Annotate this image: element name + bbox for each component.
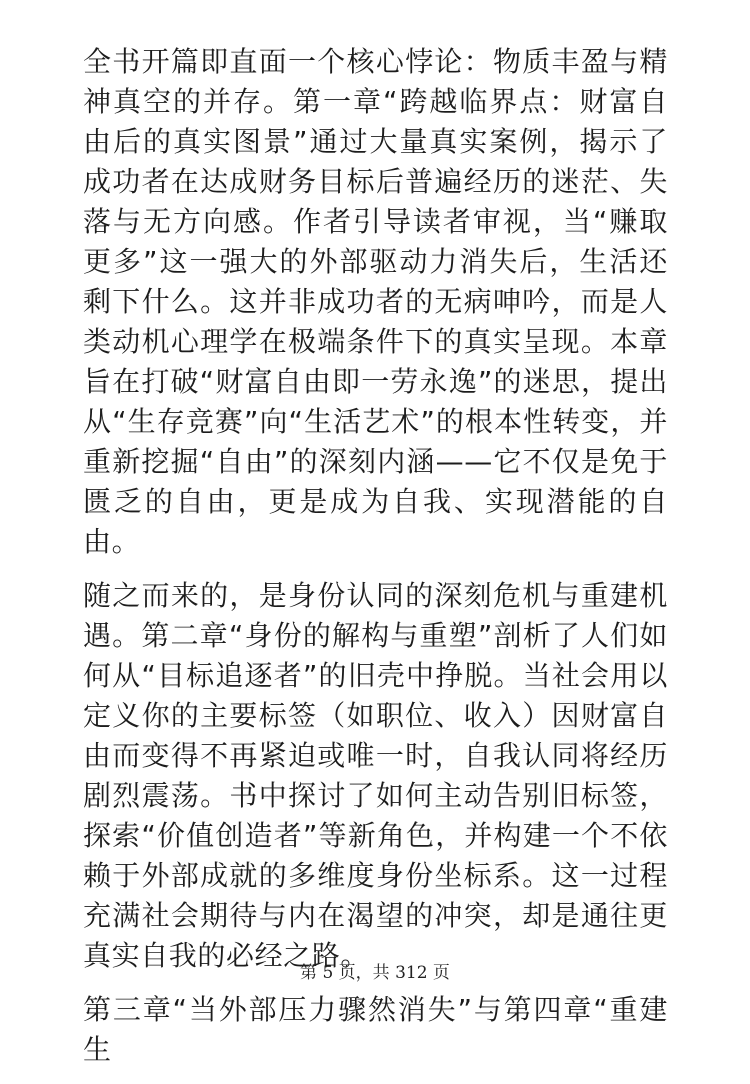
paragraph-3: 第三章“当外部压力骤然消失”与第四章“重建生 [83,993,668,1066]
page-number-footer: 第 5 页，共 312 页 [300,963,450,983]
paragraph-1: 全书开篇即直面一个核心悖论：物质丰盈与精神真空的并存。第一章“跨越临界点：财富自由后的真实图景”通过大量真实案例，揭示了成功者在达成财务目标后普遍经历的迷茫、失落与无方向感。作者引导读者审视，当“赚取更多”这一强大的外部驱动力消失后，生活还剩下什么。这并非成功者的无病呻吟，而是人类动机心理学在极端条件下的真实呈现。本章旨在打破“财富自由即一劳永逸”的迷思，提出从“生存竞赛”向“生活艺术”的根本性转变，并重新挖掘“自由”的深刻内涵——它不仅是免于匮乏的自由，更是成为自我、实现潜能的自由。 [83,45,668,558]
paragraph-2: 随之而来的，是身份认同的深刻危机与重建机遇。第二章“身份的解构与重塑”剖析了人们如何从“目标追逐者”的旧壳中挣脱。当社会用以定义你的主要标签（如职位、收入）因财富自由而变得不再紧迫或唯一时，自我认同将经历剧烈震荡。书中探讨了如何主动告别旧标签，探索“价值创造者”等新角色，并构建一个不依赖于外部成就的多维度身份坐标系。这一过程充满社会期待与内在渴望的冲突，却是通往更真实自我的必经之路。 [83,579,668,972]
document-body [83,42,668,1084]
